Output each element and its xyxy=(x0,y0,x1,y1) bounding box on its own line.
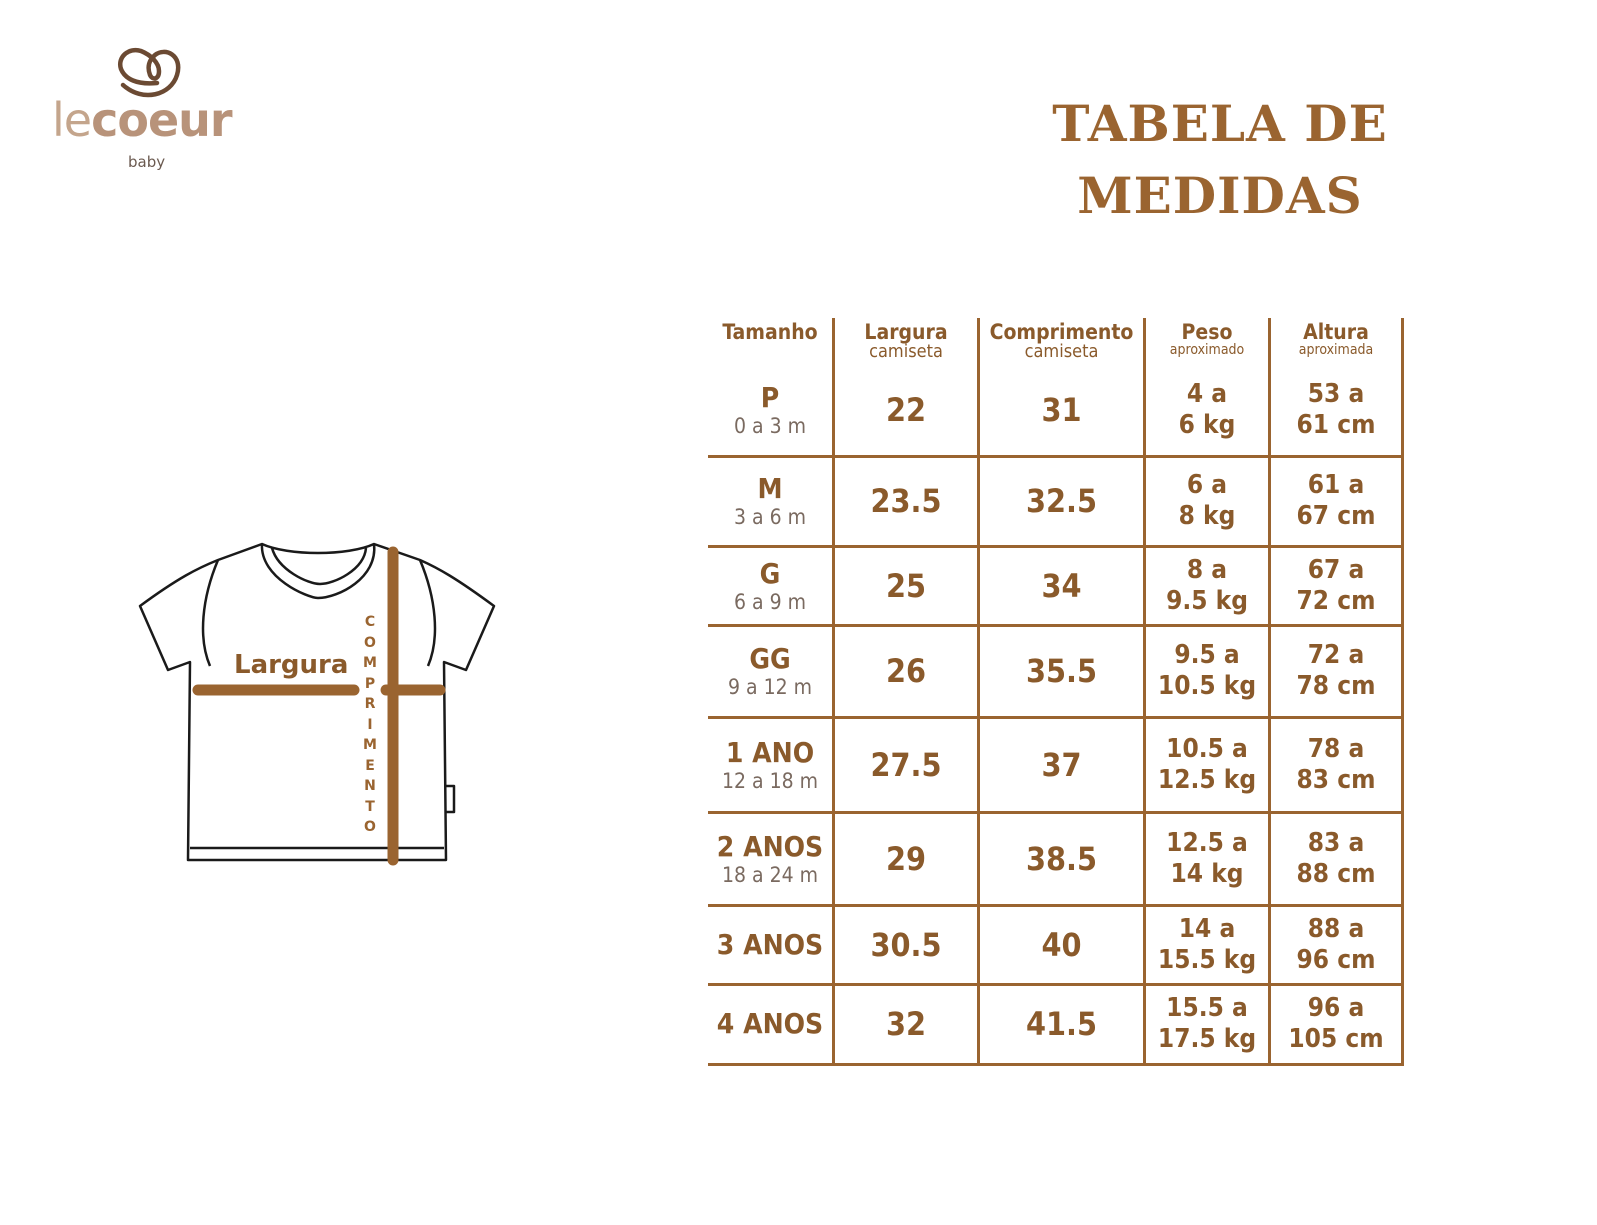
size-cell: P 0 a 3 m xyxy=(708,366,834,456)
table-row xyxy=(708,366,1403,456)
page-title: TABELA DE MEDIDAS xyxy=(1052,94,1388,225)
table-row xyxy=(708,984,1403,1064)
table-row xyxy=(708,456,1403,546)
header-largura: Largura camiseta xyxy=(834,318,979,366)
table-row xyxy=(708,905,1403,984)
largura-cell: 32 xyxy=(834,984,979,1064)
comprimento-cell: 40 xyxy=(979,905,1145,984)
table-row xyxy=(708,546,1403,625)
peso-cell: 14 a 15.5 kg xyxy=(1145,905,1270,984)
peso-cell: 10.5 a 12.5 kg xyxy=(1145,717,1270,812)
tshirt-icon xyxy=(138,538,503,873)
peso-cell: 12.5 a 14 kg xyxy=(1145,812,1270,905)
comprimento-cell: 34 xyxy=(979,546,1145,625)
altura-cell: 96 a 105 cm xyxy=(1270,984,1403,1064)
table-header-row xyxy=(708,318,1403,366)
altura-cell: 53 a 61 cm xyxy=(1270,366,1403,456)
peso-cell: 8 a 9.5 kg xyxy=(1145,546,1270,625)
comprimento-cell: 38.5 xyxy=(979,812,1145,905)
brand-subtitle: baby xyxy=(128,153,166,171)
size-cell: 4 ANOS xyxy=(708,984,834,1064)
width-label: Largura xyxy=(234,650,349,680)
size-cell: G 6 a 9 m xyxy=(708,546,834,625)
table-row xyxy=(708,812,1403,905)
comprimento-cell: 37 xyxy=(979,717,1145,812)
header-altura: Altura aproximada xyxy=(1270,318,1403,366)
altura-cell: 78 a 83 cm xyxy=(1270,717,1403,812)
comprimento-cell: 32.5 xyxy=(979,456,1145,546)
comprimento-cell: 31 xyxy=(979,366,1145,456)
largura-cell: 29 xyxy=(834,812,979,905)
size-cell: 2 ANOS 18 a 24 m xyxy=(708,812,834,905)
altura-cell: 67 a 72 cm xyxy=(1270,546,1403,625)
altura-cell: 83 a 88 cm xyxy=(1270,812,1403,905)
peso-cell: 6 a 8 kg xyxy=(1145,456,1270,546)
header-tamanho: Tamanho xyxy=(722,320,818,344)
size-cell: GG 9 a 12 m xyxy=(708,625,834,717)
size-cell: 3 ANOS xyxy=(708,905,834,984)
size-cell: 1 ANO 12 a 18 m xyxy=(708,717,834,812)
size-cell: M 3 a 6 m xyxy=(708,456,834,546)
largura-cell: 22 xyxy=(834,366,979,456)
altura-cell: 72 a 78 cm xyxy=(1270,625,1403,717)
peso-cell: 15.5 a 17.5 kg xyxy=(1145,984,1270,1064)
largura-cell: 25 xyxy=(834,546,979,625)
comprimento-cell: 35.5 xyxy=(979,625,1145,717)
altura-cell: 61 a 67 cm xyxy=(1270,456,1403,546)
largura-cell: 26 xyxy=(834,625,979,717)
largura-cell: 23.5 xyxy=(834,456,979,546)
header-comprimento: Comprimento camiseta xyxy=(979,318,1145,366)
brand-logo xyxy=(52,45,252,175)
peso-cell: 4 a 6 kg xyxy=(1145,366,1270,456)
largura-cell: 30.5 xyxy=(834,905,979,984)
table-row xyxy=(708,625,1403,717)
altura-cell: 88 a 96 cm xyxy=(1270,905,1403,984)
length-label: C O M P R I M E N T O xyxy=(363,614,377,835)
peso-cell: 9.5 a 10.5 kg xyxy=(1145,625,1270,717)
largura-cell: 27.5 xyxy=(834,717,979,812)
comprimento-cell: 41.5 xyxy=(979,984,1145,1064)
brand-wordmark: lecoeur xyxy=(52,93,232,147)
table-row xyxy=(708,717,1403,812)
size-table xyxy=(708,318,1404,1066)
header-peso: Peso aproximado xyxy=(1145,318,1270,366)
